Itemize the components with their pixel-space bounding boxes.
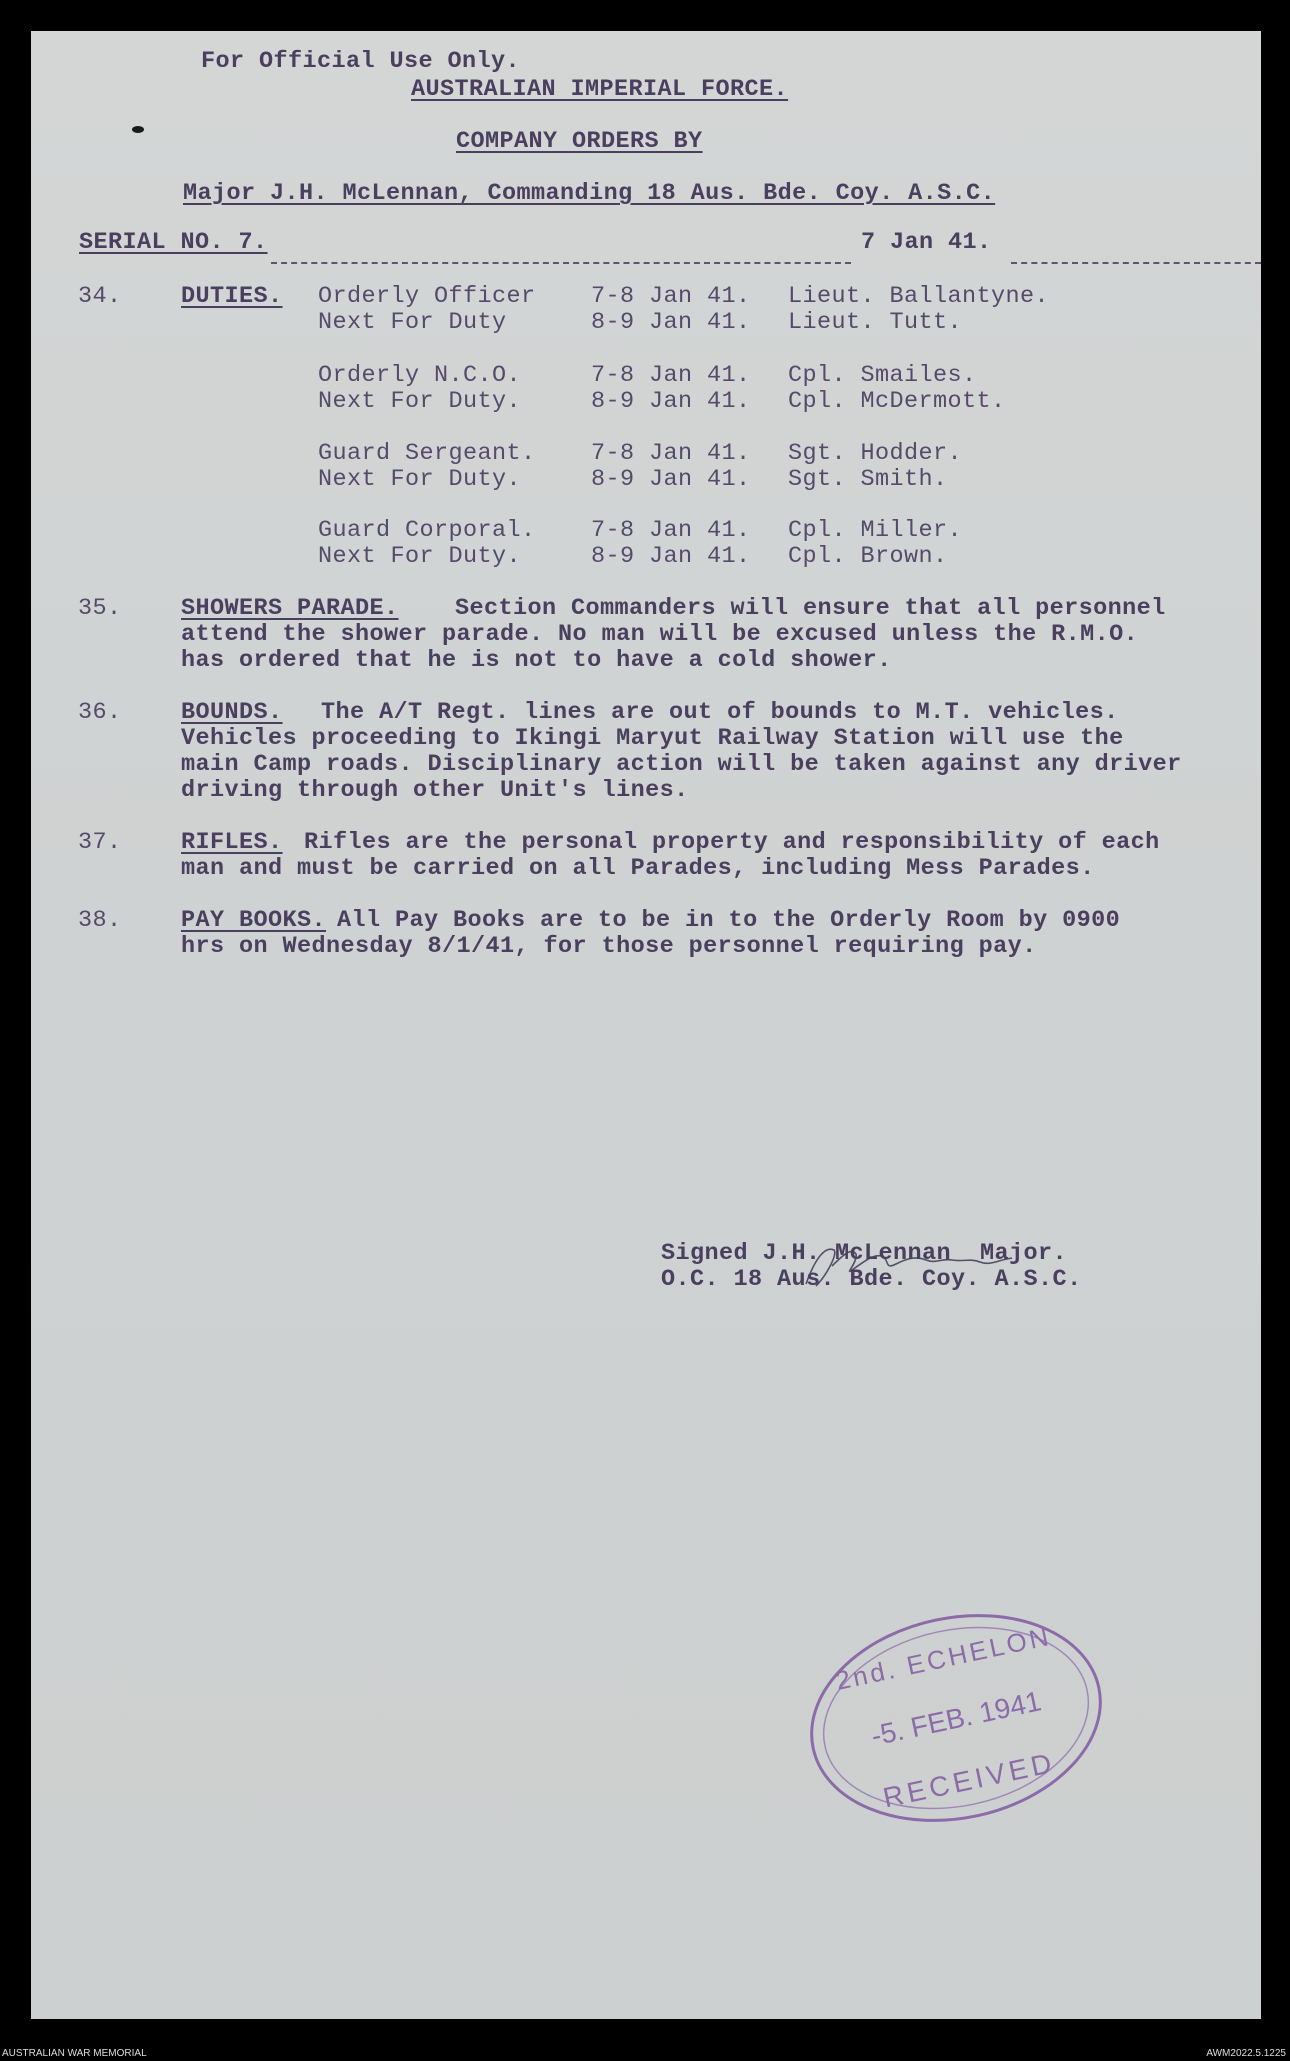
duty-role: Orderly N.C.O. xyxy=(318,362,522,389)
item-text: man and must be carried on all Parades, including Mess Parades. xyxy=(181,855,1095,882)
duty-dates: 8-9 Jan 41. xyxy=(591,543,751,570)
footer-id: AWM2022.5.1225 xyxy=(1206,2048,1286,2059)
duty-name: Lieut. Ballantyne. xyxy=(788,283,1050,310)
duty-role: Next For Duty. xyxy=(318,543,522,570)
duty-role: Guard Sergeant. xyxy=(318,440,536,467)
item-text: has ordered that he is not to have a cold shower. xyxy=(181,647,892,674)
serial-rule xyxy=(271,262,851,264)
footer-credit: AUSTRALIAN WAR MEMORIAL xyxy=(2,2048,147,2059)
duty-name: Cpl. McDermott. xyxy=(788,388,1006,415)
item-text: Section Commanders will ensure that all personnel xyxy=(455,595,1166,622)
duty-name: Lieut. Tutt. xyxy=(788,309,963,336)
duty-dates: 7-8 Jan 41. xyxy=(591,517,751,544)
item-number: 35. xyxy=(78,595,122,622)
duty-dates: 7-8 Jan 41. xyxy=(591,440,751,467)
item-title: SHOWERS PARADE. xyxy=(181,595,399,622)
duty-role: Orderly Officer xyxy=(318,283,536,310)
commander-heading: Major J.H. McLennan, Commanding 18 Aus. Bde. Coy. A.S.C. xyxy=(183,180,996,207)
duty-name: Sgt. Hodder. xyxy=(788,440,963,467)
duty-name: Cpl. Smailes. xyxy=(788,362,977,389)
stamp-date: -5. FEB. 1941 xyxy=(868,1685,1044,1752)
serial-date: 7 Jan 41. xyxy=(861,229,992,256)
stamp-bottom: RECEIVED xyxy=(880,1746,1059,1814)
duties-title: DUTIES. xyxy=(181,283,283,310)
duty-role: Next For Duty xyxy=(318,309,507,336)
punch-hole xyxy=(132,126,144,133)
duty-role: Next For Duty. xyxy=(318,466,522,493)
item-number: 36. xyxy=(78,699,122,726)
item-text: Rifles are the personal property and responsibility of each xyxy=(304,829,1160,856)
orders-heading: COMPANY ORDERS BY xyxy=(456,128,703,155)
item-text: attend the shower parade. No man will be excused unless the R.M.O. xyxy=(181,621,1139,648)
item-title: RIFLES. xyxy=(181,829,283,856)
stamp-top: 2nd. ECHELON xyxy=(832,1620,1054,1696)
duty-dates: 8-9 Jan 41. xyxy=(591,309,751,336)
item-number: 37. xyxy=(78,829,122,856)
received-stamp xyxy=(801,1606,1111,1831)
item-number: 38. xyxy=(78,907,122,934)
force-heading: AUSTRALIAN IMPERIAL FORCE. xyxy=(411,76,789,103)
official-use-heading: For Official Use Only. xyxy=(201,48,521,75)
duty-role: Next For Duty. xyxy=(318,388,522,415)
item-title: PAY BOOKS. xyxy=(181,907,327,934)
duty-role: Guard Corporal. xyxy=(318,517,536,544)
duty-name: Cpl. Brown. xyxy=(788,543,948,570)
duty-dates: 8-9 Jan 41. xyxy=(591,388,751,415)
item-text: The A/T Regt. lines are out of bounds to M.T. vehicles. xyxy=(321,699,1119,726)
duty-dates: 7-8 Jan 41. xyxy=(591,283,751,310)
item-title: BOUNDS. xyxy=(181,699,283,726)
item-text: main Camp roads. Disciplinary action will be taken against any driver xyxy=(181,751,1182,778)
item-text: Vehicles proceeding to Ikingi Maryut Railway Station will use the xyxy=(181,725,1124,752)
duty-name: Sgt. Smith. xyxy=(788,466,948,493)
document-page xyxy=(31,31,1261,2019)
serial-rule-end xyxy=(1011,262,1261,264)
item-text: hrs on Wednesday 8/1/41, for those personnel requiring pay. xyxy=(181,933,1037,960)
signature-title: O.C. 18 Aus. Bde. Coy. A.S.C. xyxy=(661,1266,1082,1293)
duty-name: Cpl. Miller. xyxy=(788,517,963,544)
serial-number: SERIAL NO. 7. xyxy=(79,229,268,256)
duty-dates: 8-9 Jan 41. xyxy=(591,466,751,493)
signature-line: Signed J.H. McLennan Major. xyxy=(661,1240,1068,1267)
item-number: 34. xyxy=(78,283,122,310)
duty-dates: 7-8 Jan 41. xyxy=(591,362,751,389)
item-text: All Pay Books are to be in to the Orderly Room by 0900 xyxy=(337,907,1121,934)
item-text: driving through other Unit's lines. xyxy=(181,777,689,804)
